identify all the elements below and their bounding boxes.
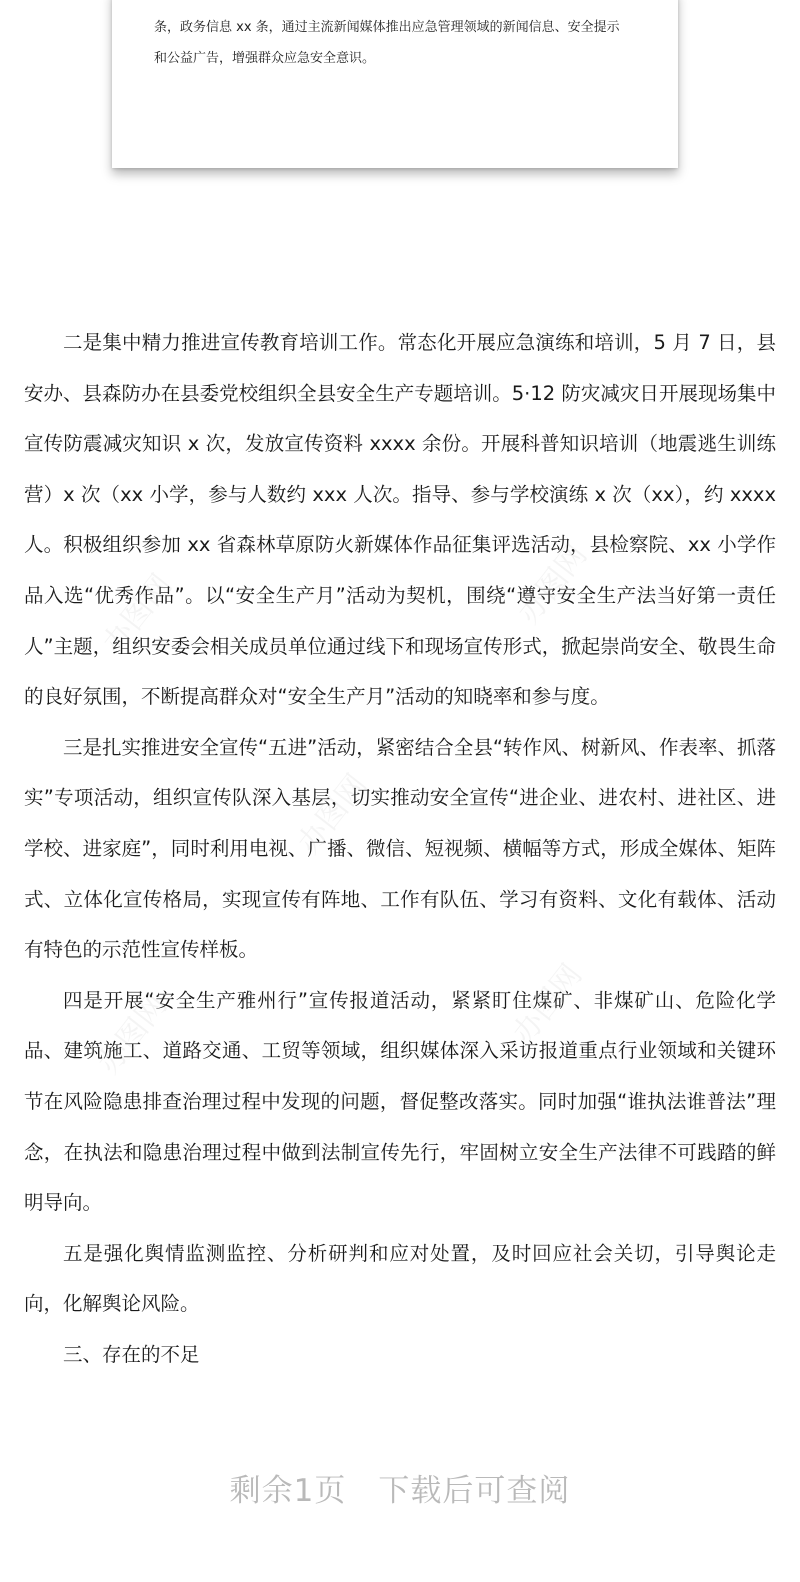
page-preview-card: [112, 0, 678, 168]
download-prompt[interactable]: [0, 1466, 800, 1516]
watermark: 办图网: [511, 537, 595, 631]
download-hint-label: 下载后可查阅: [378, 1473, 571, 1509]
paragraph-3: 三是扎实推进安全宣传“五进”活动，紧密结合全县“转作风、树新风、作表率、抓落实”专项活动，组织宣传队深入基层，切实推动安全宣传“进企业、进农村、进社区、进学校、进家庭”，同时利用电视、广播、微信、短视频、横幅等方式，形成全媒体、矩阵式、立体化宣传格局，实现宣传有阵地、工作有队伍、学习有资料、文化有载体、活动有特色的示范性宣传样板。: [24, 735, 776, 962]
section-heading: 三、存在的不足: [63, 1342, 200, 1366]
card-line-2: 和公益广告，增强群众应急安全意识。: [154, 51, 376, 66]
paragraph-5: 五是强化舆情监测监控、分析研判和应对处置，及时回应社会关切，引导舆论走向，化解舆论风险。: [24, 1241, 776, 1316]
card-line-1: 条，政务信息 xx 条，通过主流新闻媒体推出应急管理领域的新闻信息、安全提示: [154, 20, 620, 35]
watermark: 办图网: [91, 987, 175, 1081]
watermark: 办图网: [96, 567, 180, 661]
document-body: [24, 318, 776, 1380]
paragraph-4: 四是开展“安全生产雅州行”宣传报道活动，紧紧盯住煤矿、非煤矿山、危险化学品、建筑施工、道路交通、工贸等领域，组织媒体深入采访报道重点行业领域和关键环节在风险隐患排查治理过程中发现的问题，督促整改落实。同时加强“谁执法谁普法”理念，在执法和隐患治理过程中做到法制宣传先行，牢固树立安全生产法律不可践踏的鲜明导向。: [24, 988, 776, 1215]
watermark: 办图网: [291, 767, 375, 861]
paragraph-2: 二是集中精力推进宣传教育培训工作。常态化开展应急演练和培训，5 月 7 日，县安办、县森防办在县委党校组织全县安全生产专题培训。5·12 防灾减灾日开展现场集中宣传防震减灾知识 x 次，发放宣传资料 xxxx 余份。开展科普知识培训（地震逃生训练营）x 次（xx 小学，参与人数约 xxx 人次。指导、参与学校演练 x 次（xx），约 xxxx 人。积极组织参加 xx 省森林草原防火新媒体作品征集评选活动，县检察院、xx 小学作品入选“优秀作品”。以“安全生产月”活动为契机，围绕“遵守安全生产法当好第一责任人”主题，组织安委会相关成员单位通过线下和现场宣传形式，掀起崇尚安全、敬畏生命的良好氛围，不断提高群众对“安全生产月”活动的知晓率和参与度。: [24, 331, 776, 709]
remaining-pages-label: 剩余1页: [229, 1473, 347, 1509]
card-text: [154, 12, 654, 74]
watermark: 办图网: [506, 957, 590, 1051]
